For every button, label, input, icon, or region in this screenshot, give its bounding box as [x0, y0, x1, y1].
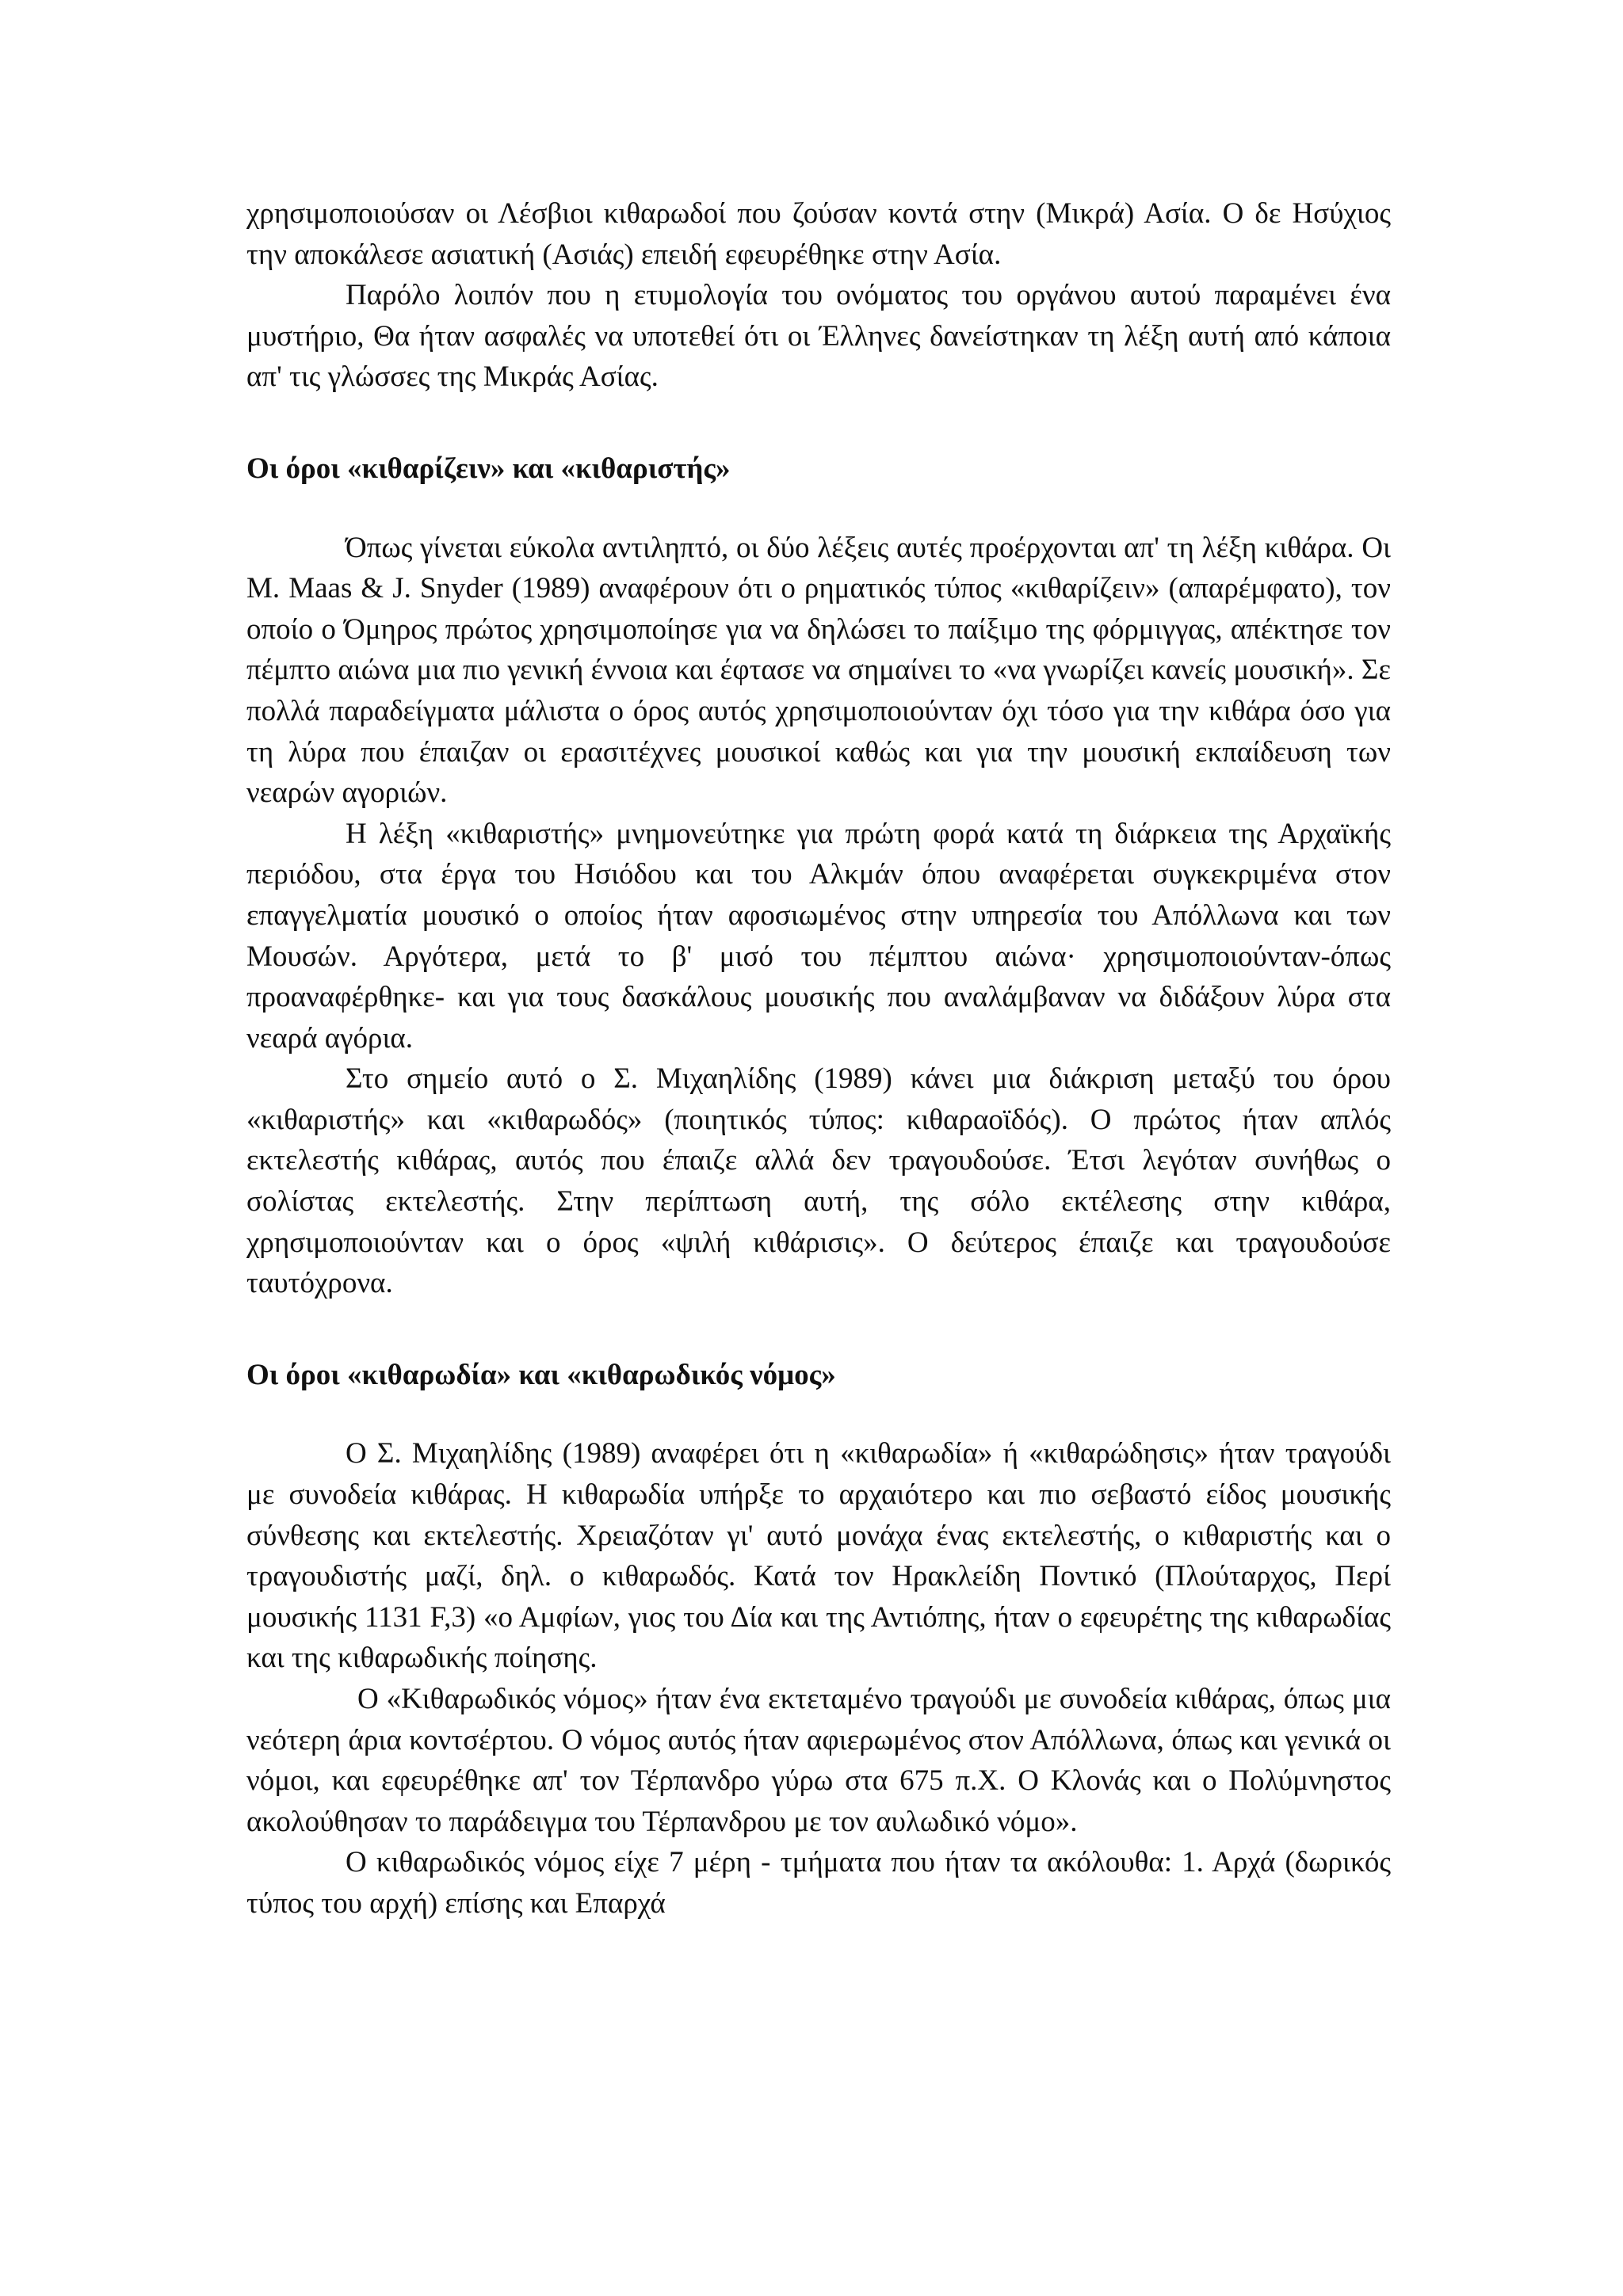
paragraph-kitharizein: Όπως γίνεται εύκολα αντιληπτό, οι δύο λέξεις αυτές προέρχονται απ' τη λέξη κιθάρα. Οι M. Maas & J. Snyder (1989) αναφέρουν ότι ο ρηματικός τύπος «κιθαρίζειν» (απαρέμφατο), τον οποίο ο Όμηρος πρώτος χρησιμοποίησε για να δηλώσει το παίξιμο της φόρμιγγας, απέκτησε τον πέμπτο αιώνα μια πιο γενική έννοια και έφτασε να σημαίνει το «να γνωρίζει κανείς μουσική». Σε πολλά παραδείγματα μάλιστα ο όρος αυτός χρησιμοποιούνταν όχι τόσο για την κιθάρα όσο για τη λύρα που έπαιζαν οι ερασιτέχνες μουσικοί καθώς και για την μουσική εκπαίδευση των νεαρών αγοριών.: [246, 531, 1391, 810]
paragraph-kitharodos-distinction: Στο σημείο αυτό ο Σ. Μιχαηλίδης (1989) κάνει μια διάκριση μεταξύ του όρου «κιθαριστής» και «κιθαρωδός» (ποιητικός τύπος: κιθαραοϊδός). Ο πρώτος ήταν απλός εκτελεστής κιθάρας, αυτός που έπαιζε αλλά δεν τραγουδούσε. Έτσι λεγόταν συνήθως ο σολίστας εκτελεστής. Στην περίπτωση αυτή, της σόλο εκτέλεσης στην κιθάρα, χρησιμοποιούνταν και ο όρος «ψιλή κιθάρισις». Ο δεύτερος έπαιζε και τραγουδούσε ταυτόχρονα.: [246, 1062, 1391, 1300]
paragraph-kitharodikos-nomos: Ο «Κιθαρωδικός νόμος» ήταν ένα εκτεταμένο τραγούδι με συνοδεία κιθάρας, όπως μια νεότερη άρια κοντσέρτου. Ο νόμος αυτός ήταν αφιερωμένος στον Απόλλωνα, όπως και γενικά οι νόμοι, και εφευρέθηκε απ' τον Τέρπανδρο γύρω στα 675 π.Χ. Ο Κλονάς και ο Πολύμνηστος ακολούθησαν το παράδειγμα του Τέρπανδρου με τον αυλωδικό νόμο».: [246, 1683, 1391, 1838]
paragraph-nomos-parts: Ο κιθαρωδικός νόμος είχε 7 μέρη - τμήματα που ήταν τα ακόλουθα: 1. Αρχά (δωρικός τύπος του αρχή) επίσης και Επαρχά: [246, 1846, 1391, 1920]
paragraph-kitharistis: Η λέξη «κιθαριστής» μνημονεύτηκε για πρώτη φορά κατά τη διάρκεια της Αρχαϊκής περιόδου, στα έργα του Ησιόδου και του Αλκμάν όπου αναφέρεται συγκεκριμένα στον επαγγελματία μουσικό ο οποίος ήταν αφοσιωμένος στην υπηρεσία του Απόλλωνα και των Μουσών. Αργότερα, μετά το β' μισό του πέμπτου αιώνα· χρησιμοποιούνταν-όπως προαναφέρθηκε- και για τους δασκάλους μουσικής που αναλάμβαναν να διδάξουν λύρα στα νεαρά αγόρια.: [246, 817, 1391, 1055]
document-page: [246, 193, 1391, 1924]
section-heading-kitharodia: Οι όροι «κιθαρωδία» και «κιθαρωδικός νόμος»: [246, 1358, 836, 1391]
paragraph-kitharodia: Ο Σ. Μιχαηλίδης (1989) αναφέρει ότι η «κιθαρωδία» ή «κιθαρώδησις» ήταν τραγούδι με συνοδεία κιθάρας. Η κιθαρωδία υπήρξε το αρχαιότερο και πιο σεβαστό είδος μουσικής σύνθεσης και εκτελεστής. Χρειαζόταν γι' αυτό μονάχα ένας εκτελεστής, ο κιθαριστής και ο τραγουδιστής μαζί, δηλ. ο κιθαρωδός. Κατά τον Ηρακλείδη Ποντικό (Πλούταρχος, Περί μουσικής 1131 F,3) «ο Αμφίων, γιος του Δία και της Αντιόπης, ήταν ο εφευρέτης της κιθαρωδίας και της κιθαρωδικής ποίησης.: [246, 1437, 1391, 1675]
section-heading-kitharizein: Οι όροι «κιθαρίζειν» και «κιθαριστής»: [246, 452, 731, 485]
paragraph-etymology: Παρόλο λοιπόν που η ετυμολογία του ονόματος του οργάνου αυτού παραμένει ένα μυστήριο, Θα ήταν ασφαλές να υποτεθεί ότι οι Έλληνες δανείστηκαν τη λέξη αυτή από κάποια απ' τις γλώσσες της Μικράς Ασίας.: [246, 279, 1391, 394]
paragraph-intro-continuation: χρησιμοποιούσαν οι Λέσβιοι κιθαρωδοί που ζούσαν κοντά στην (Μικρά) Ασία. Ο δε Ησύχιος την αποκάλεσε ασιατική (Ασιάς) επειδή εφευρέθηκε στην Ασία.: [246, 197, 1391, 271]
